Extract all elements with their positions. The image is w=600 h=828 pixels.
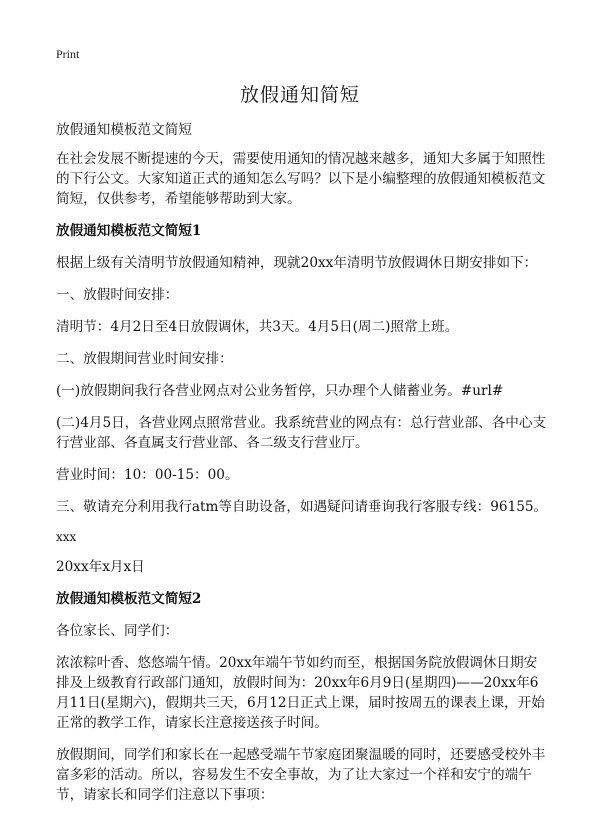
section1-paragraph: 根据上级有关清明节放假通知精神，现就20xx年清明节放假调休日期安排如下：: [56, 255, 538, 271]
section1-paragraph: (二)4月5日，各营业网点照常营业。我系统营业的网点有：总行营业部、各中心支行营业部、各直属支行营业部、各二级支行营业厅。: [56, 415, 547, 451]
section1-paragraph: 一、放假时间安排：: [56, 287, 179, 303]
section2-heading: 放假通知模板范文简短2: [56, 591, 202, 607]
section1-paragraph: 清明节：4月2日至4日放假调休，共3天。4月5日(周二)照常上班。: [56, 319, 459, 335]
section2-paragraph: 各位家长、同学们：: [56, 623, 179, 639]
signer: xxx: [56, 530, 77, 544]
page-title: 放假通知简短: [239, 84, 360, 106]
subtitle: 放假通知模板范文简短: [56, 122, 192, 138]
section2-paragraph: 放假期间，同学们和家长在一起感受端午节家庭团聚温暖的同时，还要感受校外丰富多彩的活动。所以，容易发生不安全事故，为了让大家过一个祥和安宁的端午节，请家长和同学们注意以下事项：: [56, 747, 546, 803]
section1-paragraph: 营业时间：10：00-15：00。: [56, 467, 239, 483]
intro-paragraph: 在社会发展不断提速的今天，需要使用通知的情况越来越多，通知大多属于知照性的下行公文。大家知道正式的通知怎么写吗？以下是小编整理的放假通知模板范文简短，仅供参考，希望能够帮助到大家。: [56, 151, 546, 207]
section1-paragraph: (一)放假期间我行各营业网点对公业务暂停，只办理个人储蓄业务。#url#: [56, 383, 504, 399]
print-link[interactable]: Print: [56, 47, 80, 61]
notice-date: 20xx年x月x日: [56, 559, 145, 575]
section1-heading: 放假通知模板范文简短1: [56, 223, 202, 239]
document-body: [56, 120, 550, 805]
section1-paragraph: 二、放假期间营业时间安排：: [56, 351, 233, 367]
section2-paragraph: 浓浓粽叶香、悠悠端午情。20xx年端午节如约而至，根据国务院放假调休日期安排及上级教育行政部门通知，放假时间为：20xx年6月9日(星期四)——20xx年6月11日(星期六)，假期共三天，6月12日正式上课，届时按周五的课表上课，开始正常的教学工作，请家长注意接送孩子时间。: [56, 655, 545, 731]
section1-paragraph: 三、敬请充分利用我行atm等自助设备，如遇疑问请垂询我行客服专线：96155。: [56, 499, 548, 515]
